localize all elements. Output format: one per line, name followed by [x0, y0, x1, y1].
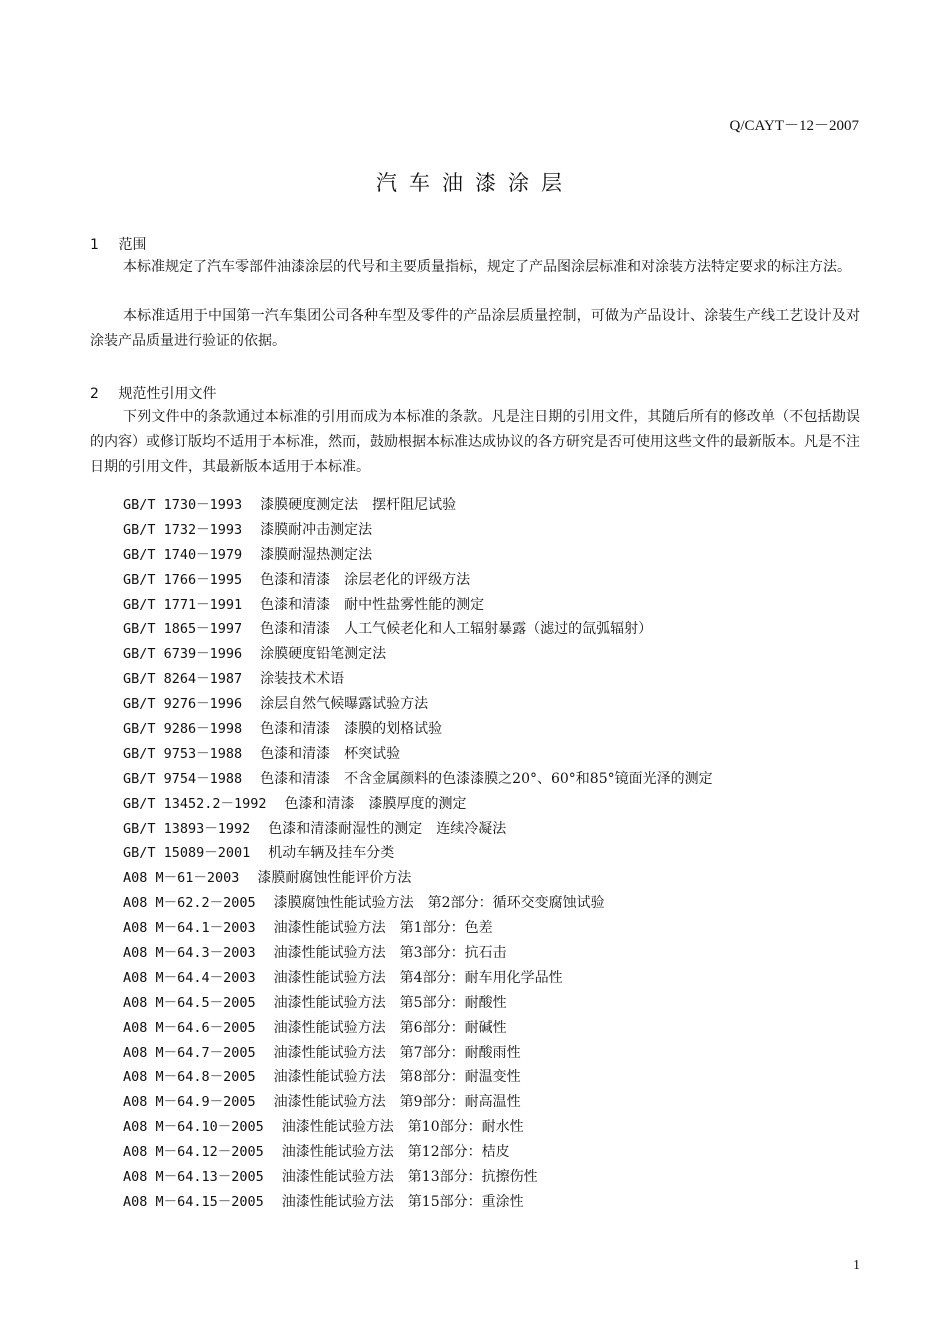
reference-title: 油漆性能试验方法 第10部分：耐水性 [281, 1119, 524, 1136]
reference-title: 机动车辆及挂车分类 [268, 845, 395, 862]
reference-title: 油漆性能试验方法 第13部分：抗擦伤性 [281, 1169, 538, 1186]
reference-item [123, 767, 883, 792]
section-number: 1 [90, 237, 99, 253]
reference-code: GB/T 9276－1996 [123, 696, 243, 713]
section-heading-references [90, 383, 216, 403]
reference-item [123, 792, 883, 817]
reference-title: 油漆性能试验方法 第12部分：桔皮 [281, 1144, 510, 1161]
reference-title: 油漆性能试验方法 第4部分：耐车用化学品性 [273, 969, 563, 986]
reference-item [123, 642, 883, 667]
reference-item [123, 1065, 883, 1090]
document-title: 汽车油漆涂层 [376, 171, 574, 195]
reference-item [123, 667, 883, 692]
reference-code: GB/T 9286－1998 [123, 721, 243, 738]
reference-item [123, 568, 883, 593]
reference-code: A08 M－61－2003 [123, 870, 240, 887]
reference-item [123, 891, 883, 916]
reference-title: 油漆性能试验方法 第1部分：色差 [273, 920, 493, 937]
reference-item [123, 966, 883, 991]
reference-item [123, 593, 883, 618]
reference-item [123, 1190, 883, 1215]
reference-item [123, 1165, 883, 1190]
reference-code: GB/T 1730－1993 [123, 497, 243, 513]
reference-code: GB/T 15089－2001 [123, 845, 251, 862]
reference-code: A08 M－64.6－2005 [123, 1019, 256, 1036]
reference-item [123, 493, 883, 518]
reference-title: 油漆性能试验方法 第6部分：耐碱性 [273, 1019, 507, 1036]
reference-code: A08 M－64.7－2005 [123, 1044, 256, 1061]
reference-title: 色漆和清漆耐湿性的测定 连续冷凝法 [268, 820, 507, 837]
reference-code: GB/T 1740－1979 [123, 546, 243, 563]
reference-item [123, 1016, 883, 1041]
reference-code: A08 M－64.1－2003 [123, 920, 256, 937]
reference-code: GB/T 13452.2－1992 [123, 795, 267, 812]
reference-title: 涂装技术术语 [260, 671, 345, 688]
reference-title: 油漆性能试验方法 第8部分：耐温变性 [273, 1069, 521, 1086]
section-title: 规范性引用文件 [118, 386, 217, 402]
reference-code: A08 M－64.8－2005 [123, 1069, 256, 1086]
reference-item [123, 1090, 883, 1115]
reference-list [123, 493, 883, 1215]
reference-code: A08 M－64.9－2005 [123, 1094, 256, 1111]
reference-title: 色漆和清漆 人工气候老化和人工辐射暴露（滤过的氙弧辐射） [260, 621, 653, 638]
reference-title: 油漆性能试验方法 第5部分：耐酸性 [273, 994, 507, 1011]
reference-title: 漆膜耐冲击测定法 [260, 521, 373, 538]
reference-item [123, 941, 883, 966]
reference-code: GB/T 9754－1988 [123, 770, 243, 787]
reference-code: A08 M－64.3－2003 [123, 945, 256, 962]
reference-item [123, 543, 883, 568]
reference-item [123, 866, 883, 891]
reference-code: GB/T 1766－1995 [123, 571, 243, 588]
reference-code: GB/T 8264－1987 [123, 671, 243, 688]
reference-title: 色漆和清漆 杯突试验 [260, 745, 401, 762]
reference-title: 色漆和清漆 涂层老化的评级方法 [260, 571, 471, 588]
reference-title: 涂层自然气候曝露试验方法 [260, 696, 429, 713]
reference-item [123, 717, 883, 742]
reference-code: GB/T 9753－1988 [123, 745, 243, 762]
reference-code: GB/T 13893－1992 [123, 820, 251, 837]
reference-code: A08 M－64.10－2005 [123, 1119, 264, 1136]
reference-code: A08 M－64.4－2003 [123, 969, 256, 986]
reference-title: 色漆和清漆 漆膜厚度的测定 [284, 795, 467, 812]
page-number: 1 [853, 1258, 860, 1273]
section-heading-scope [90, 234, 146, 254]
reference-item [123, 841, 883, 866]
reference-code: A08 M－64.13－2005 [123, 1169, 264, 1186]
paragraph: 本标准规定了汽车零部件油漆涂层的代号和主要质量指标，规定了产品图涂层标准和对涂装方法特定要求的标注方法。 [123, 259, 851, 275]
reference-title: 漆膜耐腐蚀性能评价方法 [257, 870, 412, 887]
reference-item [123, 1115, 883, 1140]
reference-item [123, 991, 883, 1016]
reference-item [123, 617, 883, 642]
reference-code: GB/T 1771－1991 [123, 596, 243, 613]
reference-item [123, 692, 883, 717]
reference-item [123, 817, 883, 842]
reference-code: A08 M－64.5－2005 [123, 994, 256, 1011]
reference-code: A08 M－64.12－2005 [123, 1144, 264, 1161]
document-code: Q/CAYT－12－2007 [729, 118, 859, 134]
reference-title: 涂膜硬度铅笔测定法 [260, 646, 387, 663]
reference-code: A08 M－62.2－2005 [123, 895, 256, 912]
paragraph: 下列文件中的条款通过本标准的引用而成为本标准的条款。凡是注日期的引用文件，其随后所有的修改单（不包括勘误的内容）或修订版均不适用于本标准，然而，鼓励根据本标准达成协议的各方研究是否可使用这些文件的最新版本。凡是不注日期的引用文件，其最新版本适用于本标准。 [90, 409, 860, 475]
reference-code: GB/T 6739－1996 [123, 646, 243, 663]
paragraph: 本标准适用于中国第一汽车集团公司各种车型及零件的产品涂层质量控制，可做为产品设计、涂装生产线工艺设计及对涂装产品质量进行验证的依据。 [90, 308, 860, 349]
reference-title: 色漆和清漆 不含金属颜料的色漆漆膜之20°、60°和85°镜面光泽的测定 [260, 770, 713, 787]
reference-title: 漆膜腐蚀性能试验方法 第2部分：循环交变腐蚀试验 [273, 895, 605, 912]
reference-code: A08 M－64.15－2005 [123, 1193, 264, 1210]
reference-code: GB/T 1865－1997 [123, 621, 243, 638]
reference-code: GB/T 1732－1993 [123, 521, 243, 538]
reference-title: 漆膜耐湿热测定法 [260, 546, 373, 563]
reference-title: 漆膜硬度测定法 摆杆阻尼试验 [260, 497, 457, 513]
section-number: 2 [90, 386, 99, 402]
reference-title: 色漆和清漆 耐中性盐雾性能的测定 [260, 596, 485, 613]
reference-title: 油漆性能试验方法 第7部分：耐酸雨性 [273, 1044, 521, 1061]
section-title: 范围 [118, 237, 147, 253]
reference-item [123, 1041, 883, 1066]
reference-title: 油漆性能试验方法 第3部分：抗石击 [273, 945, 507, 962]
reference-item [123, 518, 883, 543]
reference-item [123, 1140, 883, 1165]
reference-item [123, 742, 883, 767]
reference-title: 油漆性能试验方法 第15部分：重涂性 [281, 1193, 524, 1210]
reference-item [123, 916, 883, 941]
reference-title: 色漆和清漆 漆膜的划格试验 [260, 721, 443, 738]
reference-title: 油漆性能试验方法 第9部分：耐高温性 [273, 1094, 521, 1111]
